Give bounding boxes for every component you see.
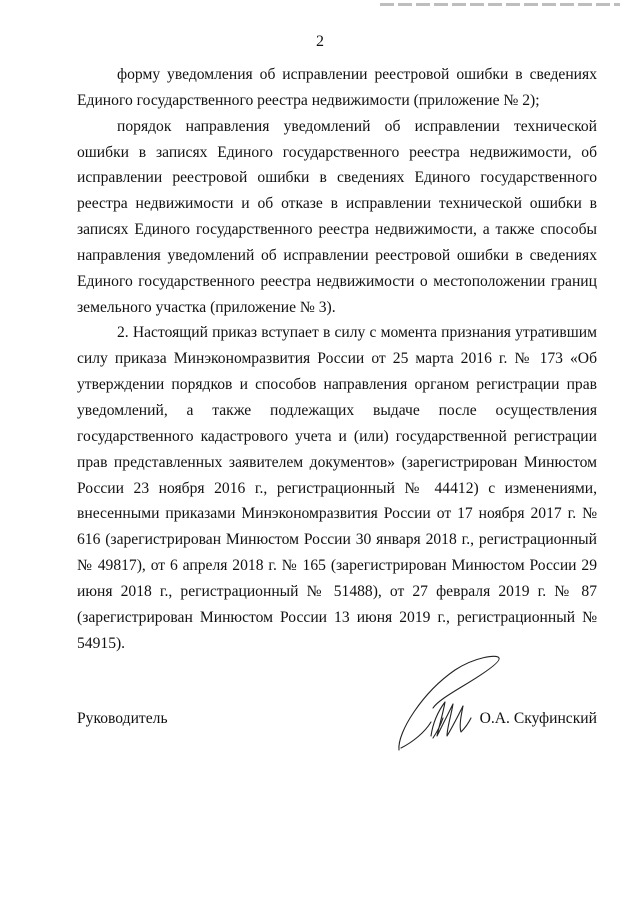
paragraph-notice-form: форму уведомления об исправлении реестровой ошибки в сведениях Единого государственного реестра недвижимости (приложение № 2); (77, 66, 597, 109)
signer-name: О.А. Скуфинский (479, 710, 597, 727)
document-body (77, 62, 597, 656)
scan-edge-mark (380, 3, 620, 6)
paragraph-effective-date: 2. Настоящий приказ вступает в силу с момента признания утратившим силу приказа Минэкономразвития России от 25 марта 2016 г. № 173 «Об утверждении порядков и способов направления органом регистрации прав уведомлений, а также подлежащих выдаче после осуществления государственного кадастрового учета и (или) государственной регистрации прав представленных заявителем документов» (зарегистрирован Минюстом России 23 ноября 2016 г., регистрационный № 44412) с изменениями, внесенными приказами Минэкономразвития России от 17 ноября 2017 г. № 616 (зарегистрирован Минюстом России 30 января 2018 г., регистрационный № 49817), от 6 апреля 2018 г. № 165 (зарегистрирован Минюстом России 29 июня 2018 г., регистрационный № 51488), от 27 февраля 2019 г. № 87 (зарегистрирован Минюстом России 13 июня 2019 г., регистрационный № 54915). (77, 324, 597, 652)
signature-block (77, 710, 597, 740)
signer-title: Руководитель (77, 710, 168, 727)
page-number: 2 (316, 33, 324, 50)
handwritten-signature (393, 652, 503, 756)
paragraph-notice-procedure: порядок направления уведомлений об исправлении технической ошибки в записях Единого государственного реестра недвижимости, об исправлении реестровой ошибки в сведениях Единого государственного реестра недвижимости и об отказе в исправлении технической ошибки в записях Единого государственного реестра недвижимости, а также способы направления уведомлений об исправлении реестровой ошибки в сведениях Единого государственного реестра недвижимости о местоположении границ земельного участка (приложение № 3). (77, 117, 597, 316)
